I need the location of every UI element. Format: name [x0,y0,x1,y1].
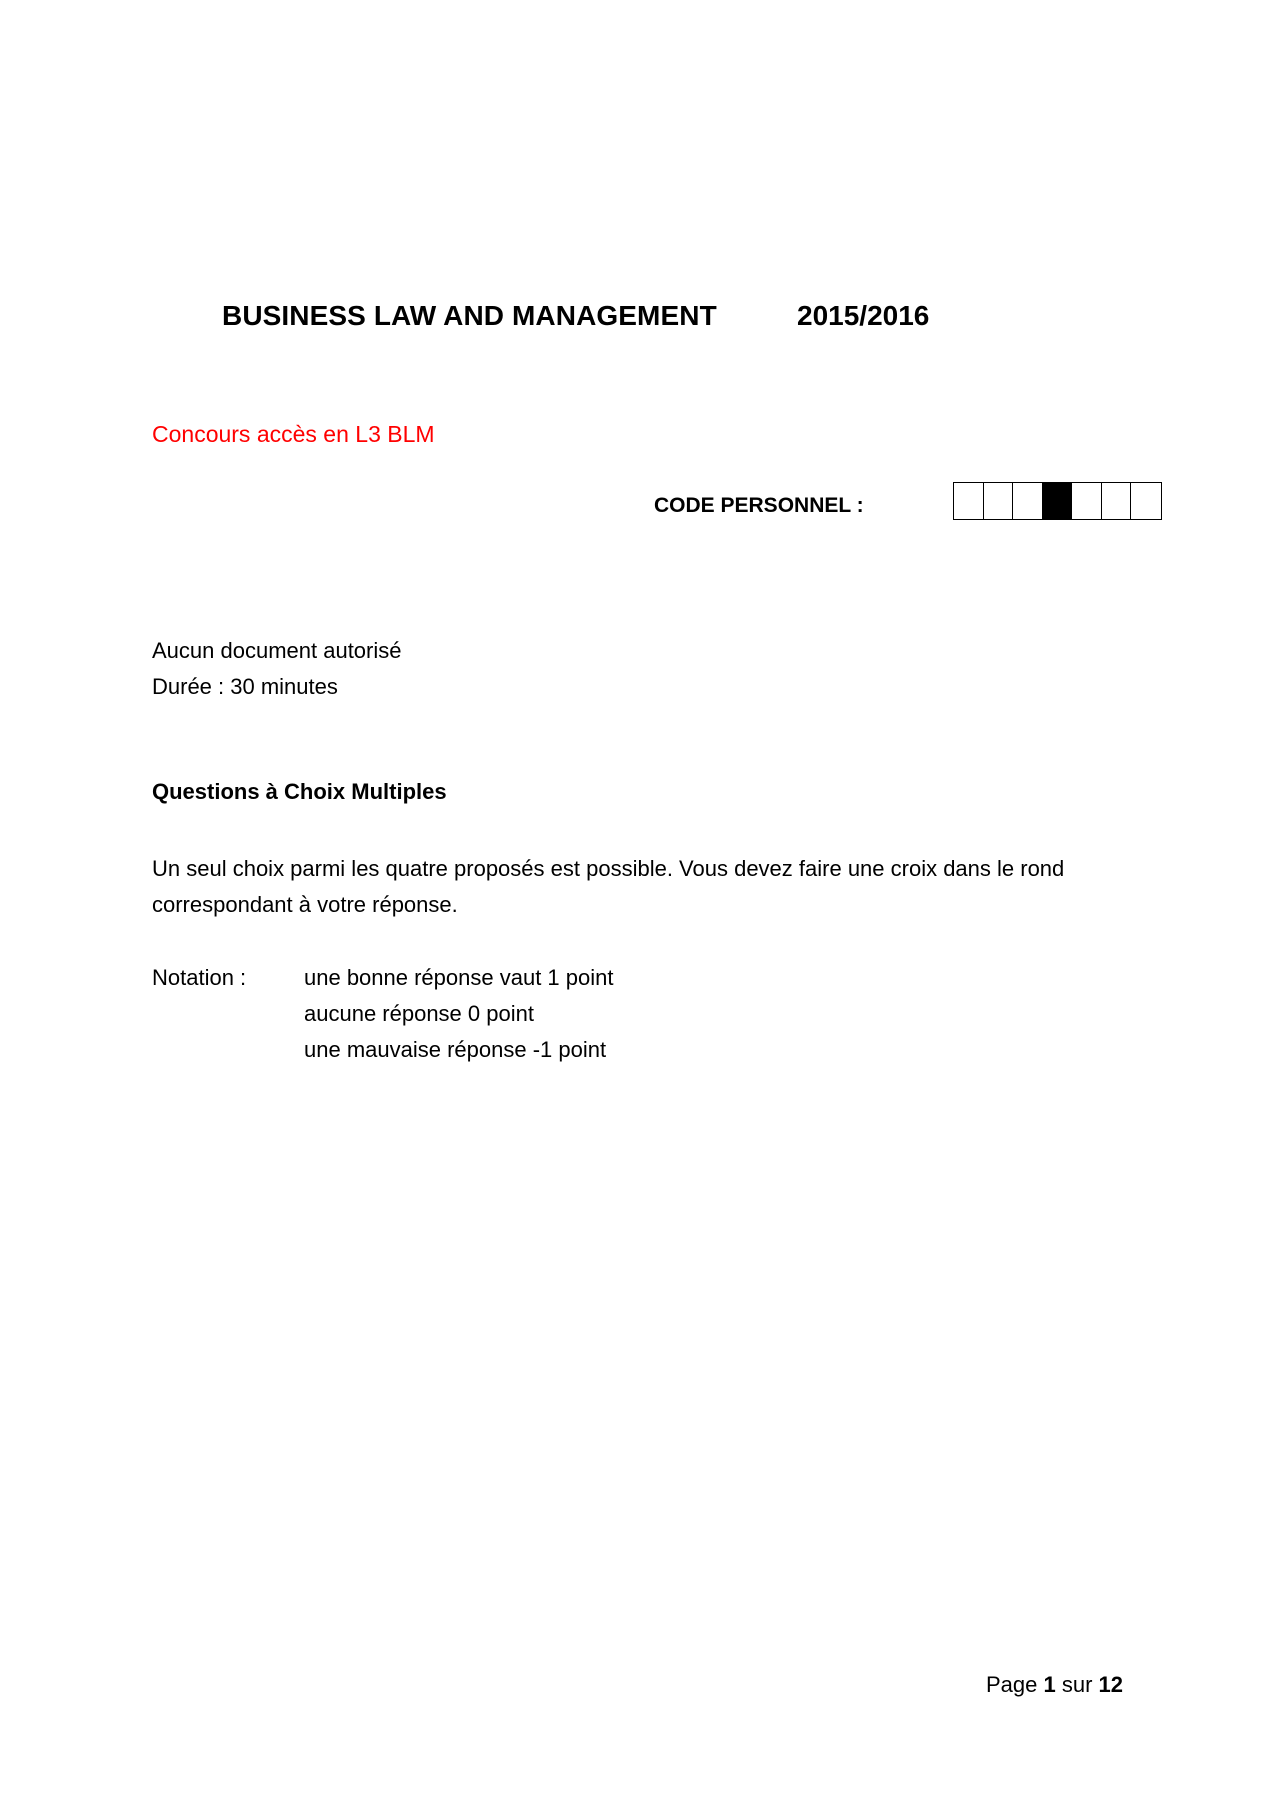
page-prefix: Page [986,1672,1044,1697]
code-box [1102,483,1132,519]
code-box [954,483,984,519]
qcm-heading: Questions à Choix Multiples [152,779,447,804]
exam-subtitle: Concours accès en L3 BLM [152,421,435,447]
notation-no-answer: aucune réponse 0 point [304,1001,534,1026]
document-title: BUSINESS LAW AND MANAGEMENT [222,300,717,331]
qcm-instruction-line: correspondant à votre réponse. [152,892,458,917]
duration-rule: Durée : 30 minutes [152,674,338,699]
notation-label: Notation : [152,965,247,990]
academic-year: 2015/2016 [797,300,930,331]
personal-code-label: CODE PERSONNEL : [654,494,864,517]
code-box [1013,483,1043,519]
page-total: 12 [1098,1672,1124,1697]
code-box [1043,483,1073,519]
page-footer [986,1672,1123,1698]
code-box [1072,483,1102,519]
documents-rule: Aucun document autorisé [152,638,402,663]
page-number: 1 [1043,1672,1056,1697]
notation-good-answer: une bonne réponse vaut 1 point [304,965,614,990]
code-box [1131,483,1161,519]
notation-bad-answer: une mauvaise réponse -1 point [304,1037,607,1062]
qcm-instruction-line: Un seul choix parmi les quatre proposés est possible. Vous devez faire une croix dans le rond [152,856,1065,881]
personal-code-boxes [953,482,1162,520]
page-middle: sur [1055,1672,1099,1697]
code-box [984,483,1014,519]
